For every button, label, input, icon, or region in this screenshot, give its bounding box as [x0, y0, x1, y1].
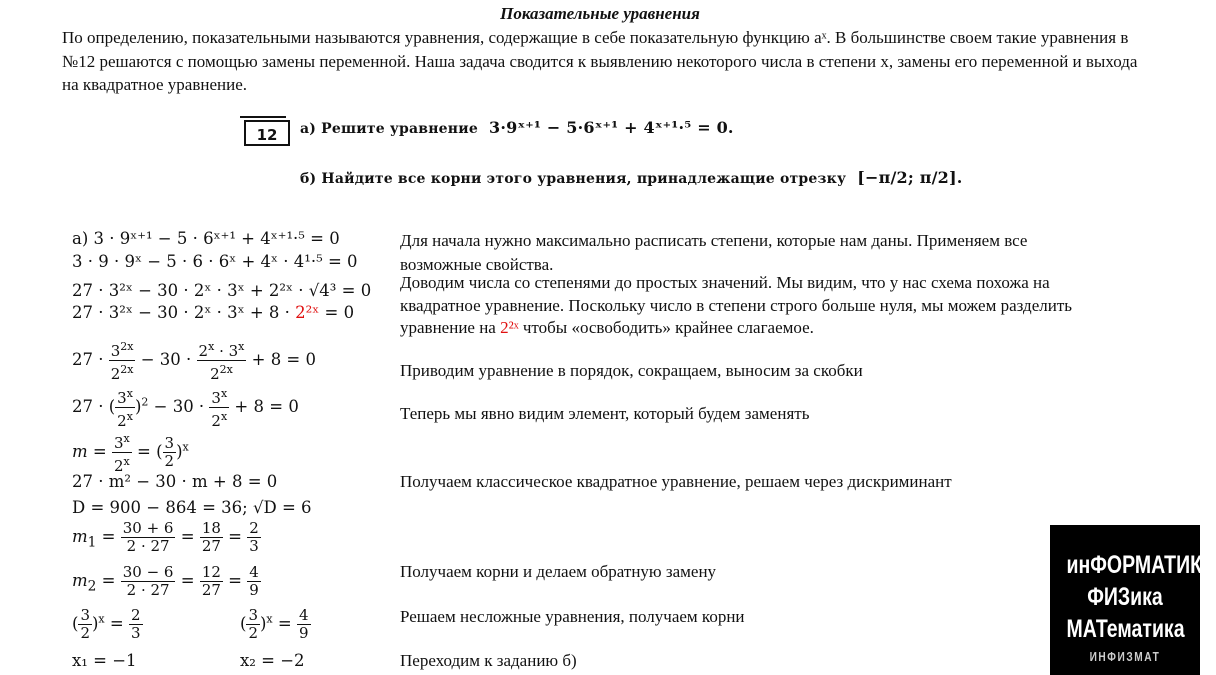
solution-line-2: 3 · 9 · 9ˣ − 5 · 6 · 6ˣ + 4ˣ · 4¹·⁵ = 0 [72, 252, 358, 271]
explanation-6: Получаем корни и делаем обратную замену [400, 562, 717, 581]
task-part-a-equation: 3·9ˣ⁺¹ − 5·6ˣ⁺¹ + 4ˣ⁺¹·⁵ = 0. [489, 118, 734, 137]
solution-line-6: 27 · ( $\frac{3^x}{2^x}$ )$^2$ − 30 · $\frac{3^x}{2^x}$ + 8 = 0 [72, 387, 299, 430]
explanation-1: Для начала нужно максимально расписать степени, которые нам даны. Применяем все возможные свойства. [400, 231, 1028, 274]
solution-m1: $m_1$ = $\frac{30 + 6}{2 \cdot 27}$ = $\frac{18}{27}$ = $\frac{2}{3}$ [72, 519, 259, 555]
task-part-a-label: а) Решите уравнение [300, 121, 478, 137]
logo-line-4: ИНФИЗМАТ [1089, 649, 1161, 664]
explanation-4: Теперь мы явно видим элемент, который будем заменять [400, 404, 810, 423]
solution-line-4-red-term: 2²ˣ [295, 303, 320, 322]
solution-x2: x₂ = −2 [240, 651, 305, 670]
explanation-8: Переходим к заданию б) [400, 651, 577, 670]
solution-line-5: 27 · $\frac{3^{2x}}{2^{2x}}$ − 30 · $\frac{2^x \cdot 3^x}{2^{2x}}$ + 8 = 0 [72, 340, 317, 383]
explanation-5: Получаем классическое квадратное уравнение, решаем через дискриминант [400, 472, 952, 491]
task-part-a [300, 118, 734, 137]
solution-line-9: 27 · m² − 30 · m + 8 = 0 [72, 472, 278, 491]
solution-root-eq-2: ( $\frac{3}{2}$ )$^x$ = $\frac{4}{9}$ [240, 606, 309, 642]
page-title: Показательные уравнения [500, 4, 700, 23]
explanation-2-text: Доводим числа со степенями до простых значений. Мы видим, что у нас схема похожа на квадратное уравнение. Поскольку число в степени строго больше нуля, мы можем разделить уравнение на [400, 273, 1073, 337]
solution-line-4 [72, 303, 354, 322]
explanation-7: Решаем несложные уравнения, получаем корни [400, 607, 745, 626]
explanation-2-red-term: 2²ˣ [500, 318, 519, 337]
solution-line-4-text: 27 · 3²ˣ − 30 · 2ˣ · 3ˣ + 8 · 2²ˣ = 0 [72, 303, 355, 322]
task-number-box: 12 [244, 120, 290, 146]
logo-line-3: МАТематика [1066, 615, 1185, 643]
solution-m2: $m_2$ = $\frac{30 - 6}{2 \cdot 27}$ = $\frac{12}{27}$ = $\frac{4}{9}$ [72, 563, 259, 599]
solution-x1: x₁ = −1 [72, 651, 137, 670]
solution-root-eq-1: ( $\frac{3}{2}$ )$^x$ = $\frac{2}{3}$ [72, 606, 141, 642]
task-part-b-label: б) Найдите все корни этого уравнения, принадлежащие отрезку [300, 171, 847, 187]
solution-line-3: 27 · 3²ˣ − 30 · 2ˣ · 3ˣ + 2²ˣ · √4³ = 0 [72, 281, 372, 300]
task-part-b-interval: [−π/2; π/2]. [857, 168, 963, 187]
explanation-3: Приводим уравнение в порядок, сокращаем, выносим за скобки [400, 361, 863, 380]
infizmat-logo [1050, 525, 1216, 675]
explanation-2 [400, 272, 1100, 340]
explanation-2-tail: чтобы «освободить» крайнее слагаемое. [522, 318, 814, 337]
task-part-b [300, 168, 963, 187]
logo-line-1: инФОРМАТИКА [1066, 551, 1216, 579]
solution-line-1: а) 3 · 9ˣ⁺¹ − 5 · 6ˣ⁺¹ + 4ˣ⁺¹·⁵ = 0 [72, 229, 340, 248]
solution-line-7: m = $\frac{3^x}{2^x}$ = ( $\frac{3}{2}$ )$^x$ [72, 432, 189, 475]
logo-line-2: ФИЗика [1087, 583, 1163, 611]
intro-paragraph: По определению, показательными называются уравнения, содержащие в себе показательную функцию aˣ. В большинстве своем такие уравнения в №12 решаются с помощью замены переменной. Наша задача сводится к выявлению некоторого числа в степени х, замены его переменной и выхода на квадратное уравнение. [62, 28, 1138, 94]
solution-line-10: D = 900 − 864 = 36; √D = 6 [72, 498, 312, 517]
